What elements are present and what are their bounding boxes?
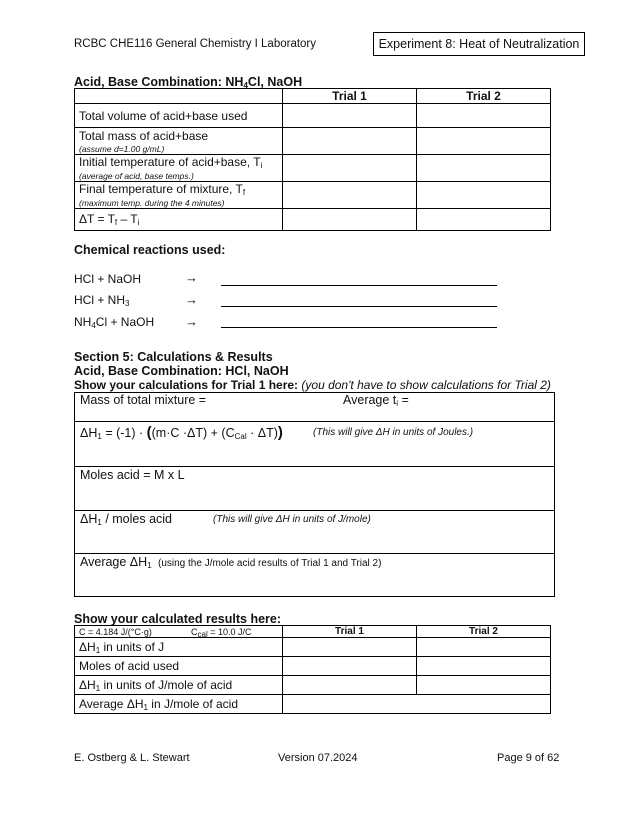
arrow-icon: → bbox=[185, 292, 198, 307]
input-cell[interactable] bbox=[283, 128, 417, 155]
input-cell[interactable] bbox=[283, 209, 417, 231]
data-table-1 bbox=[74, 88, 551, 231]
delta-h-per-mole-note: (This will give ΔH in units of J/mole) bbox=[213, 514, 371, 525]
input-cell[interactable] bbox=[417, 638, 551, 657]
arrow-icon: → bbox=[185, 314, 198, 329]
experiment-title-box bbox=[373, 32, 585, 56]
input-cell[interactable] bbox=[417, 676, 551, 695]
input-cell[interactable] bbox=[417, 209, 551, 231]
col-trial-2: Trial 2 bbox=[417, 89, 551, 104]
table-row bbox=[75, 638, 551, 657]
constants-cell: C = 4.184 J/(°C·g) $C_{cal} = 10.0$ J/C bbox=[75, 626, 283, 638]
table-header-row bbox=[75, 626, 551, 638]
row-label: Total volume of acid+base used bbox=[75, 104, 283, 128]
row-label: $\Delta T = T_f - T_i$ bbox=[75, 209, 283, 231]
table-header-row bbox=[75, 89, 551, 104]
table-row bbox=[75, 695, 551, 714]
delta-h-note: (This will give ΔH in units of Joules.) bbox=[313, 427, 474, 438]
section5-title: Section 5: Calculations & Results bbox=[74, 350, 273, 364]
row-label: $\Delta H_1$ in units of J bbox=[75, 638, 283, 657]
reactions-title: Chemical reactions used: bbox=[74, 243, 226, 257]
results-title: Show your calculated results here: bbox=[74, 612, 282, 626]
row-label: Final temperature of mixture, $T_f$ (maximum temp. during the 4 minutes) bbox=[75, 182, 283, 209]
table-row bbox=[75, 104, 551, 128]
reaction-1-answer-line[interactable] bbox=[221, 285, 497, 286]
row-label: $\Delta H_1$ in units of J/mole of acid bbox=[75, 676, 283, 695]
input-cell[interactable] bbox=[417, 104, 551, 128]
average-ti-label: Average $t_i$ = bbox=[343, 393, 409, 408]
input-cell[interactable] bbox=[283, 695, 551, 714]
input-cell[interactable] bbox=[283, 182, 417, 209]
reaction-2-reactants: HCl + $NH_3$ bbox=[74, 293, 130, 308]
table-row bbox=[75, 182, 551, 209]
average-delta-h-label: Average $\Delta H_1$ bbox=[80, 555, 152, 570]
table-row bbox=[75, 128, 551, 155]
input-cell[interactable] bbox=[417, 182, 551, 209]
reaction-1-reactants: HCl + NaOH bbox=[74, 272, 142, 286]
footer-version: Version 07.2024 bbox=[278, 752, 358, 764]
input-cell[interactable] bbox=[417, 657, 551, 676]
arrow-icon: → bbox=[185, 270, 198, 285]
row-label: Total mass of acid+base (assume d=1.00 g/mL) bbox=[75, 128, 283, 155]
row-label: Moles of acid used bbox=[75, 657, 283, 676]
input-cell[interactable] bbox=[283, 104, 417, 128]
course-title: RCBC CHE116 General Chemistry I Laboratory bbox=[74, 38, 317, 50]
footer-authors: E. Ostberg & L. Stewart bbox=[74, 752, 190, 764]
reaction-2-answer-line[interactable] bbox=[221, 306, 497, 307]
delta-h-per-mole-label: $\Delta H_1$ / moles acid bbox=[80, 512, 173, 527]
divider bbox=[74, 510, 555, 511]
row-label: Average $\Delta H_1$ in J/mole of acid bbox=[75, 695, 283, 714]
input-cell[interactable] bbox=[283, 676, 417, 695]
footer-page-number: Page 9 of 62 bbox=[497, 752, 560, 764]
divider bbox=[74, 466, 555, 467]
divider bbox=[74, 421, 555, 422]
col-trial-2: Trial 2 bbox=[417, 626, 551, 638]
mass-total-mixture-label: Mass of total mixture = bbox=[80, 393, 207, 407]
table-row bbox=[75, 676, 551, 695]
input-cell[interactable] bbox=[283, 657, 417, 676]
input-cell[interactable] bbox=[283, 638, 417, 657]
average-delta-h-note: (using the J/mole acid results of Trial 1 and Trial 2) bbox=[158, 558, 382, 569]
results-table bbox=[74, 625, 551, 714]
input-cell[interactable] bbox=[417, 128, 551, 155]
section5-combination: Acid, Base Combination: HCl, NaOH bbox=[74, 364, 289, 378]
moles-acid-label: Moles acid = M x L bbox=[80, 468, 185, 482]
reaction-3-reactants: $NH_4Cl$ + NaOH bbox=[74, 315, 155, 330]
input-cell[interactable] bbox=[417, 155, 551, 182]
col-trial-1: Trial 1 bbox=[283, 89, 417, 104]
delta-h-formula: $\Delta H_1 = (-1) \cdot ((m\cdot C \cdot\Delta T) + (C_{Cal} \cdot \Delta T))$ bbox=[80, 424, 283, 441]
col-trial-1: Trial 1 bbox=[283, 626, 417, 638]
table1-title: Acid, Base Combination: $NH_4Cl$, NaOH bbox=[74, 75, 303, 90]
divider bbox=[74, 553, 555, 554]
table-row bbox=[75, 209, 551, 231]
table-row bbox=[75, 155, 551, 182]
row-label: Initial temperature of acid+base, $T_i$ (average of acid, base temps.) bbox=[75, 155, 283, 182]
reaction-3-answer-line[interactable] bbox=[221, 327, 497, 328]
section5-instructions: Show your calculations for Trial 1 here: (you don't have to show calculations for Trial 2) bbox=[74, 378, 551, 392]
table-row bbox=[75, 657, 551, 676]
input-cell[interactable] bbox=[283, 155, 417, 182]
experiment-title: Experiment 8: Heat of Neutralization bbox=[378, 37, 580, 51]
